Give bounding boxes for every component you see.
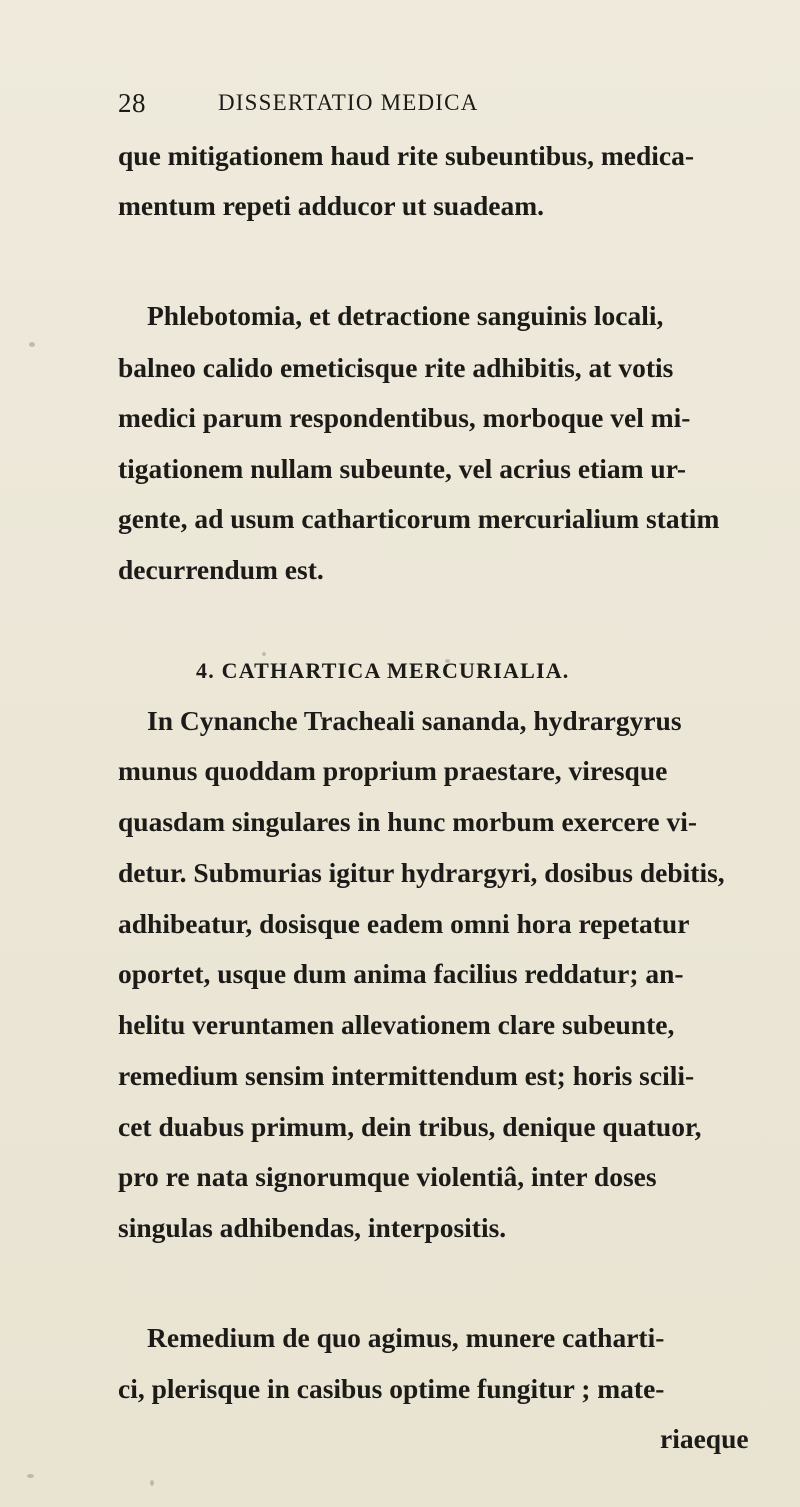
scan-speck [262, 652, 266, 656]
text-line: gente, ad usum catharticorum mercurialium statim [118, 503, 720, 534]
page-number: 28 [118, 88, 146, 118]
text-line: detur. Submurias igitur hydrargyri, dosibus debitis, [118, 857, 725, 888]
text-line: mentum repeti adducor ut suadeam. [118, 190, 545, 221]
text-line: cet duabus primum, dein tribus, denique quatuor, [118, 1111, 702, 1142]
text-line: balneo calido emeticisque rite adhibitis, at votis [118, 352, 674, 383]
catchword: riaeque [660, 1423, 749, 1454]
text-line: In Cynanche Tracheali sananda, hydrargyrus [147, 705, 682, 736]
page-header [118, 88, 678, 124]
text-line: adhibeatur, dosisque eadem omni hora repetatur [118, 908, 690, 939]
text-line: oportet, usque dum anima facilius reddatur; an- [118, 958, 684, 989]
section-heading: 4. CATHARTICA MERCURIALIA. [196, 658, 570, 683]
text-line: singulas adhibendas, interpositis. [118, 1212, 507, 1243]
scan-speck [29, 342, 35, 347]
text-line: tigationem nullam subeunte, vel acrius etiam ur- [118, 453, 687, 484]
text-line: ci, plerisque in casibus optime fungitur ; mate- [118, 1373, 665, 1404]
scan-speck [150, 1480, 154, 1486]
scan-speck [27, 1474, 34, 1478]
text-line: Phlebotomia, et detractione sanguinis locali, [147, 300, 664, 331]
text-line: munus quoddam proprium praestare, viresque [118, 755, 668, 786]
text-line: remedium sensim intermittendum est; horis scili- [118, 1060, 695, 1091]
text-line: helitu veruntamen allevationem clare subeunte, [118, 1009, 675, 1040]
text-line: decurrendum est. [118, 554, 324, 585]
scan-speck [445, 659, 450, 663]
text-line: pro re nata signorumque violentiâ, inter doses [118, 1161, 657, 1192]
text-line: medici parum respondentibus, morboque vel mi- [118, 402, 691, 433]
text-line: quasdam singulares in hunc morbum exercere vi- [118, 806, 698, 837]
text-line: que mitigationem haud rite subeuntibus, medica- [118, 140, 695, 171]
running-head: DISSERTATIO MEDICA [218, 90, 479, 115]
text-line: Remedium de quo agimus, munere catharti- [147, 1322, 665, 1353]
